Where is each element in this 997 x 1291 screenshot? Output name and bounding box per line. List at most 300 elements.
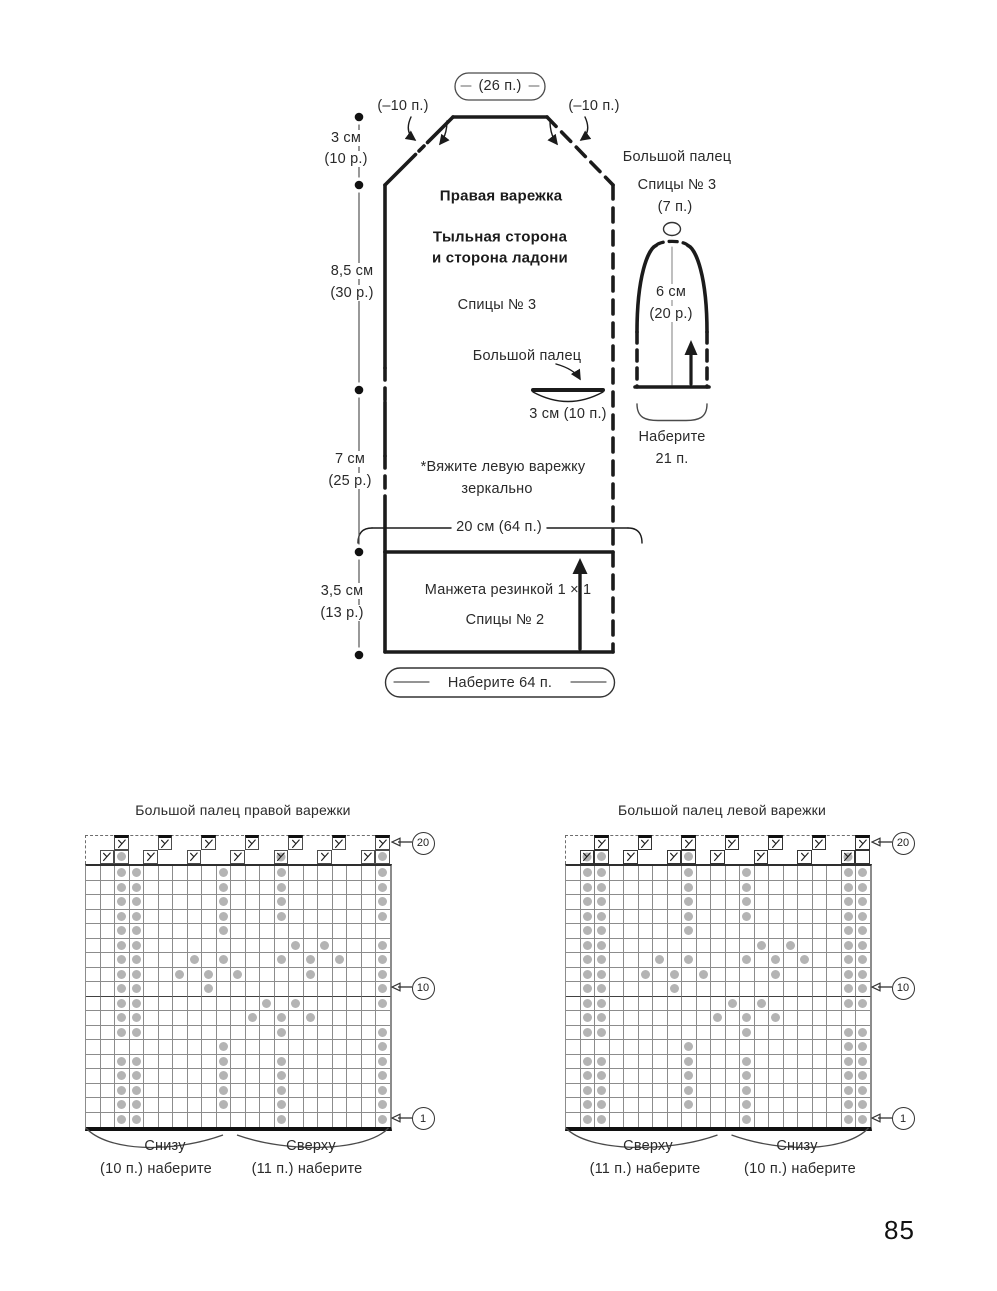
chart-cell (769, 953, 784, 968)
chart-cell (581, 997, 596, 1012)
purl-dot (277, 897, 286, 906)
thumb-height-rows: (20 р.) (646, 306, 695, 322)
chart-cell (144, 1055, 159, 1070)
chart-cell (594, 835, 609, 850)
purl-dot (277, 1028, 286, 1037)
chart-cell (842, 982, 857, 997)
purl-dot (583, 1086, 592, 1095)
chart-cell (682, 1084, 697, 1099)
purl-dot (117, 984, 126, 993)
purl-dot (597, 1013, 606, 1022)
chart-cell (188, 953, 203, 968)
chart-cell (566, 1069, 581, 1084)
chart-cell (755, 997, 770, 1012)
chart-cell (827, 1069, 842, 1084)
chart-cell (827, 1040, 842, 1055)
purl-dot (597, 941, 606, 950)
chart-cell (275, 881, 290, 896)
chart-cell (798, 982, 813, 997)
chart-cell (130, 1113, 145, 1128)
chart-cell (610, 881, 625, 896)
chart-cell (187, 850, 202, 865)
chart-cell (755, 910, 770, 925)
chart-cell (173, 982, 188, 997)
chart-cell (188, 1069, 203, 1084)
chart-cell (217, 924, 232, 939)
purl-dot (378, 1100, 387, 1109)
chart-cell (682, 939, 697, 954)
chart-cell (304, 968, 319, 983)
measure-1-cm: 3 см (328, 130, 364, 146)
chart-cell (798, 939, 813, 954)
purl-dot (583, 912, 592, 921)
decrease-symbol-icon (683, 838, 695, 850)
chart-cell (144, 1040, 159, 1055)
chart-cell (711, 1011, 726, 1026)
chart-cell (376, 866, 391, 881)
chart-cell (217, 1055, 232, 1070)
chart-cell (231, 1055, 246, 1070)
purl-dot (597, 883, 606, 892)
chart-cell (202, 1084, 217, 1099)
chart-cell (173, 968, 188, 983)
chart-cell (595, 881, 610, 896)
chart-cell (86, 982, 101, 997)
chart-cell (101, 1040, 116, 1055)
chart-cell (610, 924, 625, 939)
chart-cell (813, 1011, 828, 1026)
purl-dot (583, 941, 592, 950)
chart-cell (130, 1069, 145, 1084)
chart-cell (188, 1084, 203, 1099)
chart-cell (318, 1113, 333, 1128)
chart-cell (682, 953, 697, 968)
chart-cell (260, 924, 275, 939)
chart-cell (86, 1011, 101, 1026)
chart-cell (610, 968, 625, 983)
chart-cell (610, 1084, 625, 1099)
chart-cell (711, 968, 726, 983)
chart-cell (711, 1026, 726, 1041)
chart-cell (740, 982, 755, 997)
cuff-label-line2: Спицы № 2 (465, 612, 545, 628)
chart-cell (101, 953, 116, 968)
purl-dot (684, 883, 693, 892)
thumb-chart-left-mitten (565, 835, 910, 1135)
chart-cell (260, 968, 275, 983)
purl-dot (219, 912, 228, 921)
chart-cell (86, 1084, 101, 1099)
chart-cell (769, 910, 784, 925)
chart-cell (697, 939, 712, 954)
chart-cell (173, 939, 188, 954)
cast-on-label: Наберите 64 п. (445, 675, 555, 691)
chart-cell (768, 835, 783, 850)
purl-dot (597, 897, 606, 906)
chart-cell (231, 924, 246, 939)
purl-dot (219, 883, 228, 892)
chart-cell (855, 835, 870, 850)
chart-cell (784, 939, 799, 954)
chart-cell (668, 895, 683, 910)
chart-cell (304, 1011, 319, 1026)
chart-cell (566, 1026, 581, 1041)
chart-cell (347, 953, 362, 968)
chart-cell (114, 835, 129, 850)
chart-cell (784, 1069, 799, 1084)
chart-cell (159, 1026, 174, 1041)
chart-cell (697, 982, 712, 997)
decrease-symbol-icon (712, 851, 724, 863)
purl-dot (684, 852, 693, 861)
chart-cell (842, 939, 857, 954)
chart-cell (86, 1069, 101, 1084)
chart-cell (376, 1098, 391, 1113)
purl-dot (378, 1086, 387, 1095)
chart-cell (115, 1084, 130, 1099)
purl-dot (117, 970, 126, 979)
chart-cell (813, 866, 828, 881)
chart-cell (202, 1113, 217, 1128)
chart-cell (624, 1011, 639, 1026)
chart-cell (202, 939, 217, 954)
chart-cell (610, 1069, 625, 1084)
chart-cell (115, 881, 130, 896)
purl-dot (858, 1115, 867, 1124)
purl-dot (684, 912, 693, 921)
chart-cell (289, 1113, 304, 1128)
chart-cell (260, 866, 275, 881)
chart-cell (842, 1055, 857, 1070)
chart-cell (813, 1026, 828, 1041)
chart-cell (813, 924, 828, 939)
chart-cell (711, 866, 726, 881)
chart-cell (595, 1055, 610, 1070)
chart-cell (130, 1040, 145, 1055)
purl-dot (844, 999, 853, 1008)
needles-main-label: Спицы № 3 (457, 297, 537, 313)
purl-dot (277, 1071, 286, 1080)
decrease-symbol-icon (333, 838, 345, 850)
chart-cell (362, 1084, 377, 1099)
chart-cell (101, 1055, 116, 1070)
chart-cell (86, 968, 101, 983)
chart-cell (159, 968, 174, 983)
chart-cell (624, 910, 639, 925)
chart-cell (217, 939, 232, 954)
chart-cell (318, 1040, 333, 1055)
chart-cell (289, 939, 304, 954)
purl-dot (858, 868, 867, 877)
chart-cell (173, 1011, 188, 1026)
chart-cell (202, 910, 217, 925)
purl-dot (858, 1042, 867, 1051)
chart-cell (595, 1098, 610, 1113)
chart-cell (101, 895, 116, 910)
chart-cell (231, 1084, 246, 1099)
chart-cell (86, 939, 101, 954)
measure-3-cm: 7 см (332, 451, 368, 467)
chart-cell (188, 1098, 203, 1113)
chart-cell (740, 939, 755, 954)
chart-cell (333, 1069, 348, 1084)
chart-cell (566, 1113, 581, 1128)
chart-cell (711, 997, 726, 1012)
mirror-note-line1: *Вяжите левую варежку (420, 459, 586, 475)
chart-cell (697, 1098, 712, 1113)
chart-cell (769, 997, 784, 1012)
measure-4-cm: 3,5 см (318, 583, 367, 599)
chart-cell (653, 1026, 668, 1041)
chart-cell (115, 1113, 130, 1128)
chart-cell (275, 1040, 290, 1055)
chart-cell (202, 997, 217, 1012)
chart-cell (246, 968, 261, 983)
chart-cell (668, 1098, 683, 1113)
chart-cell (130, 881, 145, 896)
purl-dot (175, 970, 184, 979)
cuff-label-line1: Манжета резинкой 1 × 1 (424, 582, 592, 598)
chart-cell (376, 910, 391, 925)
chart-cell (246, 895, 261, 910)
purl-dot (844, 926, 853, 935)
purl-dot (858, 984, 867, 993)
purl-dot (277, 868, 286, 877)
chart-cell (304, 881, 319, 896)
chart-cell (624, 1084, 639, 1099)
chart-cell (726, 895, 741, 910)
chart-cell (813, 910, 828, 925)
chart-cell (842, 968, 857, 983)
chart-cell (610, 939, 625, 954)
purl-dot (858, 912, 867, 921)
chart-cell (726, 1069, 741, 1084)
chart-cell (115, 1011, 130, 1026)
chart-cell (246, 997, 261, 1012)
chart-cell (347, 1069, 362, 1084)
chart-cell (697, 953, 712, 968)
chart-cell (246, 1026, 261, 1041)
chart-cell (347, 997, 362, 1012)
chart-cell (682, 982, 697, 997)
chart-cell (333, 953, 348, 968)
purl-dot (786, 941, 795, 950)
chart-cell (681, 850, 696, 865)
purl-dot (800, 955, 809, 964)
purl-dot (844, 912, 853, 921)
chart-cell (333, 997, 348, 1012)
chart-cell (260, 1084, 275, 1099)
chart-cell (624, 982, 639, 997)
chart-cell (697, 881, 712, 896)
chart1-left-section-label2: (11 п.) наберите (589, 1161, 701, 1177)
chart0-left-section-label2: (10 п.) наберите (100, 1161, 212, 1177)
chart-cell (610, 953, 625, 968)
chart-main-grid (85, 864, 392, 1131)
purl-dot (858, 1086, 867, 1095)
chart-cell (376, 1069, 391, 1084)
chart-cell (798, 1040, 813, 1055)
thumb-height-cm: 6 см (653, 284, 689, 300)
chart-cell (798, 968, 813, 983)
purl-dot (117, 897, 126, 906)
chart-cell (566, 1084, 581, 1099)
thumb-diagram-sts: (7 п.) (657, 199, 693, 215)
chart-cell (740, 1040, 755, 1055)
row-marker-arrow-icon (391, 837, 413, 847)
chart-cell (144, 982, 159, 997)
chart-cell (581, 1098, 596, 1113)
chart-cell (639, 895, 654, 910)
chart-cell (726, 1098, 741, 1113)
purl-dot (858, 1100, 867, 1109)
chart-cell (245, 835, 260, 850)
chart-cell (842, 910, 857, 925)
purl-dot (858, 883, 867, 892)
chart-cell (639, 1113, 654, 1128)
chart-cell (318, 895, 333, 910)
chart-cell (202, 1098, 217, 1113)
chart-cell (697, 997, 712, 1012)
chart-cell (318, 1026, 333, 1041)
chart-cell (304, 1069, 319, 1084)
chart-cell (333, 881, 348, 896)
chart-cell (755, 953, 770, 968)
purl-dot (597, 926, 606, 935)
chart-cell (784, 982, 799, 997)
chart-cell (217, 1069, 232, 1084)
purl-dot (132, 926, 141, 935)
purl-dot (858, 1057, 867, 1066)
chart-cell (362, 866, 377, 881)
chart-cell (798, 1084, 813, 1099)
chart-cell (275, 939, 290, 954)
chart-cell (231, 881, 246, 896)
decrease-right-label: (–10 п.) (568, 98, 620, 114)
chart-cell (115, 1055, 130, 1070)
chart-cell (144, 1098, 159, 1113)
chart-cell (653, 895, 668, 910)
purl-dot (219, 897, 228, 906)
chart-cell (581, 939, 596, 954)
chart-cell (624, 1113, 639, 1128)
chart-cell (260, 982, 275, 997)
purl-dot (277, 1115, 286, 1124)
chart-cell (173, 1113, 188, 1128)
row-marker-arrow-icon (391, 1113, 413, 1123)
chart-cell (624, 924, 639, 939)
chart-cell (856, 982, 871, 997)
chart-cell (188, 939, 203, 954)
chart-cell (289, 982, 304, 997)
purl-dot (378, 1042, 387, 1051)
row-marker: 20 (892, 832, 915, 855)
chart-cell (260, 895, 275, 910)
chart-cell (362, 1113, 377, 1128)
chart-cell (347, 939, 362, 954)
chart-cell (130, 997, 145, 1012)
purl-dot (858, 970, 867, 979)
purl-dot (655, 955, 664, 964)
chart-cell (217, 1026, 232, 1041)
chart-cell (595, 997, 610, 1012)
chart-cell (813, 881, 828, 896)
chart-cell (101, 1026, 116, 1041)
purl-dot (248, 1013, 257, 1022)
chart-cell (595, 924, 610, 939)
chart-cell (697, 895, 712, 910)
chart-cell (784, 881, 799, 896)
chart-cell (711, 881, 726, 896)
chart-cell (202, 1011, 217, 1026)
chart-cell (668, 1040, 683, 1055)
chart-cell (101, 1098, 116, 1113)
purl-dot (858, 941, 867, 950)
chart-cell (566, 1098, 581, 1113)
chart-cell (682, 1011, 697, 1026)
purl-dot (190, 955, 199, 964)
chart-cell (101, 1069, 116, 1084)
chart-cell (827, 866, 842, 881)
chart-cell (755, 1084, 770, 1099)
chart-cell (318, 881, 333, 896)
chart-cell (159, 895, 174, 910)
purl-dot (291, 999, 300, 1008)
decrease-symbol-icon (581, 851, 593, 863)
chart-cell (798, 1113, 813, 1128)
chart-cell (784, 895, 799, 910)
chart-cell (798, 1011, 813, 1026)
purl-dot (219, 1086, 228, 1095)
chart-cell (842, 1069, 857, 1084)
chart-cell (798, 1026, 813, 1041)
chart-cell (260, 939, 275, 954)
purl-dot (378, 941, 387, 950)
chart0-left-section-label1: Снизу (144, 1138, 186, 1154)
chart-cell (711, 982, 726, 997)
chart-cell (347, 1084, 362, 1099)
chart-cell (740, 881, 755, 896)
chart-cell (362, 881, 377, 896)
chart-cell (610, 910, 625, 925)
chart-cell (246, 953, 261, 968)
chart-cell (653, 910, 668, 925)
chart-cell (624, 1069, 639, 1084)
chart-cell (769, 1113, 784, 1128)
chart-cell (275, 1055, 290, 1070)
chart-cell (144, 997, 159, 1012)
chart-cell (784, 953, 799, 968)
purl-dot (378, 955, 387, 964)
chart-cell (668, 866, 683, 881)
chart-cell (260, 1011, 275, 1026)
chart-cell (202, 924, 217, 939)
purl-dot (132, 912, 141, 921)
chart-cell (86, 910, 101, 925)
chart-cell (333, 866, 348, 881)
chart-cell (639, 982, 654, 997)
chart-cell (842, 997, 857, 1012)
chart-cell (856, 866, 871, 881)
chart-cell (275, 924, 290, 939)
chart-cell (362, 1026, 377, 1041)
chart-cell (610, 1098, 625, 1113)
chart-cell (260, 997, 275, 1012)
chart-cell (653, 968, 668, 983)
chart-cell (668, 982, 683, 997)
chart-cell (231, 968, 246, 983)
chart-cell (376, 1040, 391, 1055)
